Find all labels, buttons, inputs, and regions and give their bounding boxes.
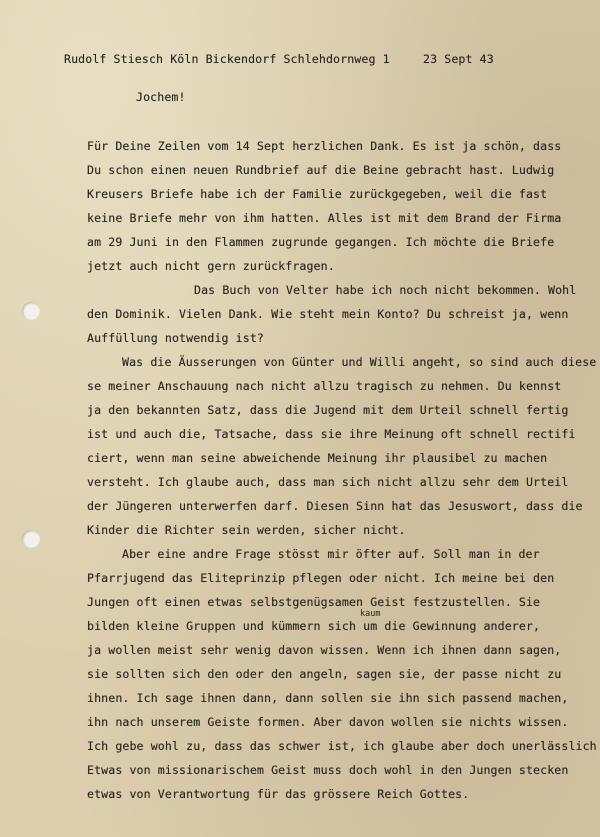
text-line: Etwas von missionarischem Geist muss doch wohl in den Jungen stecken	[87, 763, 569, 777]
text-line: Was die Äusserungen von Günter und Willi angeht, so sind auch diese	[122, 355, 597, 369]
text-line: Das Buch von Velter habe ich noch nicht bekommen. Wohl	[194, 283, 577, 297]
text-line: etwas von Verantwortung für das grössere Reich Gottes.	[87, 787, 470, 801]
text-line: Auffüllung notwendig ist?	[87, 331, 265, 345]
text-line: Pfarrjugend das Eliteprinzip pflegen oder nicht. Ich meine bei den	[87, 571, 555, 585]
text-line: der Jüngeren unterwerfen darf. Diesen Sinn hat das Jesuswort, dass die	[87, 499, 583, 513]
text-line: Kreusers Briefe habe ich der Familie zurückgegeben, weil die fast	[87, 187, 548, 201]
text-line: ihnen. Ich sage ihnen dann, dann sollen sie ihn sich passend machen,	[87, 691, 569, 705]
text-line: den Dominik. Vielen Dank. Wie steht mein Konto? Du schreist ja, wenn	[87, 307, 569, 321]
text-line: Du schon einen neuen Rundbrief auf die Beine gebracht hast. Ludwig	[87, 163, 555, 177]
text-line: Jungen oft einen etwas selbstgenügsamen Geist festzustellen. Sie	[87, 595, 541, 609]
text-line: ja den bekannten Satz, dass die Jugend mit dem Urteil schnell fertig	[87, 403, 569, 417]
text-line: jetzt auch nicht gern zurückfragen.	[87, 259, 335, 273]
text-line: ihn nach unserem Geiste formen. Aber davon wollen sie nichts wissen.	[87, 715, 569, 729]
punch-hole	[22, 530, 40, 548]
text-line: am 29 Juni in den Flammen zugrunde gegangen. Ich möchte die Briefe	[87, 235, 555, 249]
text-line: ciert, wenn man seine abweichende Meinung ihr plausibel zu machen	[87, 451, 548, 465]
text-line: ja wollen meist sehr wenig davon wissen. Wenn ich ihnen dann sagen,	[87, 643, 562, 657]
punch-hole	[22, 302, 40, 320]
text-line: sie sollten sich den oder den angeln, sagen sie, der passe nicht zu	[87, 667, 562, 681]
handwritten-insertion: kaum	[360, 609, 381, 619]
text-line: Für Deine Zeilen vom 14 Sept herzlichen Dank. Es ist ja schön, dass	[87, 139, 562, 153]
text-line: Aber eine andre Frage stösst mir öfter auf. Soll man in der	[122, 547, 540, 561]
text-line: Kinder die Richter sein werden, sicher nicht.	[87, 523, 406, 537]
salutation: Jochem!	[136, 90, 186, 104]
letter-date: 23 Sept 43	[423, 52, 494, 66]
text-line: versteht. Ich glaube auch, dass man sich nicht allzu sehr dem Urteil	[87, 475, 569, 489]
text-line: se meiner Anschauung nach nicht allzu tragisch zu nehmen. Du kennst	[87, 379, 562, 393]
text-line: ist und auch die, Tatsache, dass sie ihre Meinung oft schnell rectifi	[87, 427, 576, 441]
text-line: Ich gebe wohl zu, dass das schwer ist, ich glaube aber doch unerlässlich	[87, 739, 597, 753]
sender-address: Rudolf Stiesch Köln Bickendorf Schlehdornweg 1	[64, 52, 390, 66]
text-line: bilden kleine Gruppen und kümmern sich um die Gewinnung anderer,	[87, 619, 541, 633]
text-line: keine Briefe mehr von ihm hatten. Alles ist mit dem Brand der Firma	[87, 211, 562, 225]
